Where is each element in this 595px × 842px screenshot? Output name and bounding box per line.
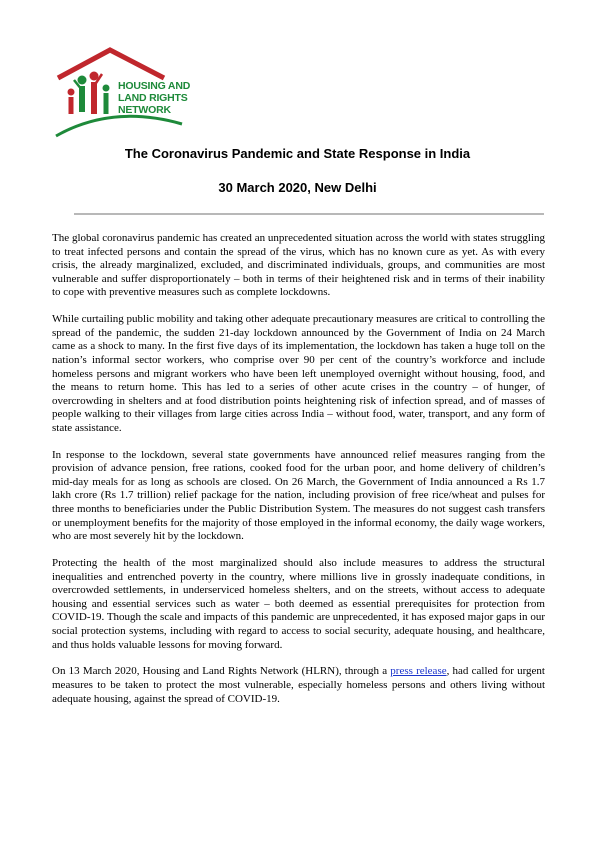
document-body — [52, 232, 545, 719]
logo-line: HOUSING AND — [118, 80, 191, 92]
logo-wordmark — [118, 80, 198, 116]
press-release-link[interactable]: press release — [390, 665, 447, 678]
logo-line: NETWORK — [118, 104, 171, 116]
document-date-location: 30 March 2020, New Delhi — [218, 180, 377, 195]
hlrn-logo — [52, 44, 192, 140]
title-divider — [74, 213, 544, 215]
paragraph: Protecting the health of the most marginalized should also include measures to address the structural inequalities and entrenched poverty in the country, where millions live in grossly inadequate conditions, in overcrowded settlements, in underserviced homeless shelters, and on the streets, without access to adequate housing and essential services such as water – both deemed as essential prerequisites for protection from COVID-19. Though the scale and impacts of this pandemic are unprecedented, it has exposed major gaps in our social protection systems, including with regard to access to social security, adequate housing, and healthcare, and thus holds valuable lessons for moving forward. — [52, 557, 545, 651]
paragraph: The global coronavirus pandemic has created an unprecedented situation across the world with states struggling to treat infected persons and contain the spread of the virus, which has no known cure as yet. As with every crisis, the already marginalized, excluded, and discriminated individuals, groups, and communities are most vulnerable and suffer disproportionately – both in terms of their heightened risk and in terms of their inability to cope with preventive measures such as complete lockdowns. — [52, 232, 545, 299]
logo-line: LAND RIGHTS — [118, 92, 188, 104]
paragraph-text: , had called for urgent measures to be taken to protect the most vulnerable, especially homeless persons and others living without adequate housing, against the spread of COVID-19. — [52, 665, 545, 705]
document-title: The Coronavirus Pandemic and State Response in India — [124, 146, 471, 161]
paragraph: While curtailing public mobility and taking other adequate precautionary measures are critical to controlling the spread of the pandemic, the sudden 21-day lockdown announced by the Government of India on 24 March came as a shock to many. In the first five days of its implementation, the lockdown has taken a huge toll on the nation’s informal sector workers, who comprise over 90 per cent of the country’s workforce and include homeless persons and migrant workers who have been left unemployed overnight without housing, food, and the means to return home. This has led to a series of other acute crises in the country – of hunger, of overcrowding in shelters and at food distribution points heightening risk of infection spread, and of masses of people walking to their villages from large cities across India – without food, water, transport, and any form of state assistance. — [52, 313, 545, 434]
paragraph-with-link — [52, 665, 545, 706]
paragraph: In response to the lockdown, several state governments have announced relief measures ranging from the provision of advance pension, free rations, cooked food for the urban poor, and home delivery of children’s mid-day meals for as long as schools are closed. On 26 March, the Government of India announced a Rs 1.7 lakh crore (Rs 1.7 trillion) relief package for the nation, including provision of free rice/wheat and pulses for three months to beneficiaries under the Public Distribution System. The measures do not suggest cash transfers or unemployment benefits for the majority of those employed in the informal economy, the daily wage workers, who are most severely hit by the lockdown. — [52, 448, 545, 543]
paragraph-text: On 13 March 2020, Housing and Land Rights Network (HLRN), through a — [52, 665, 391, 678]
